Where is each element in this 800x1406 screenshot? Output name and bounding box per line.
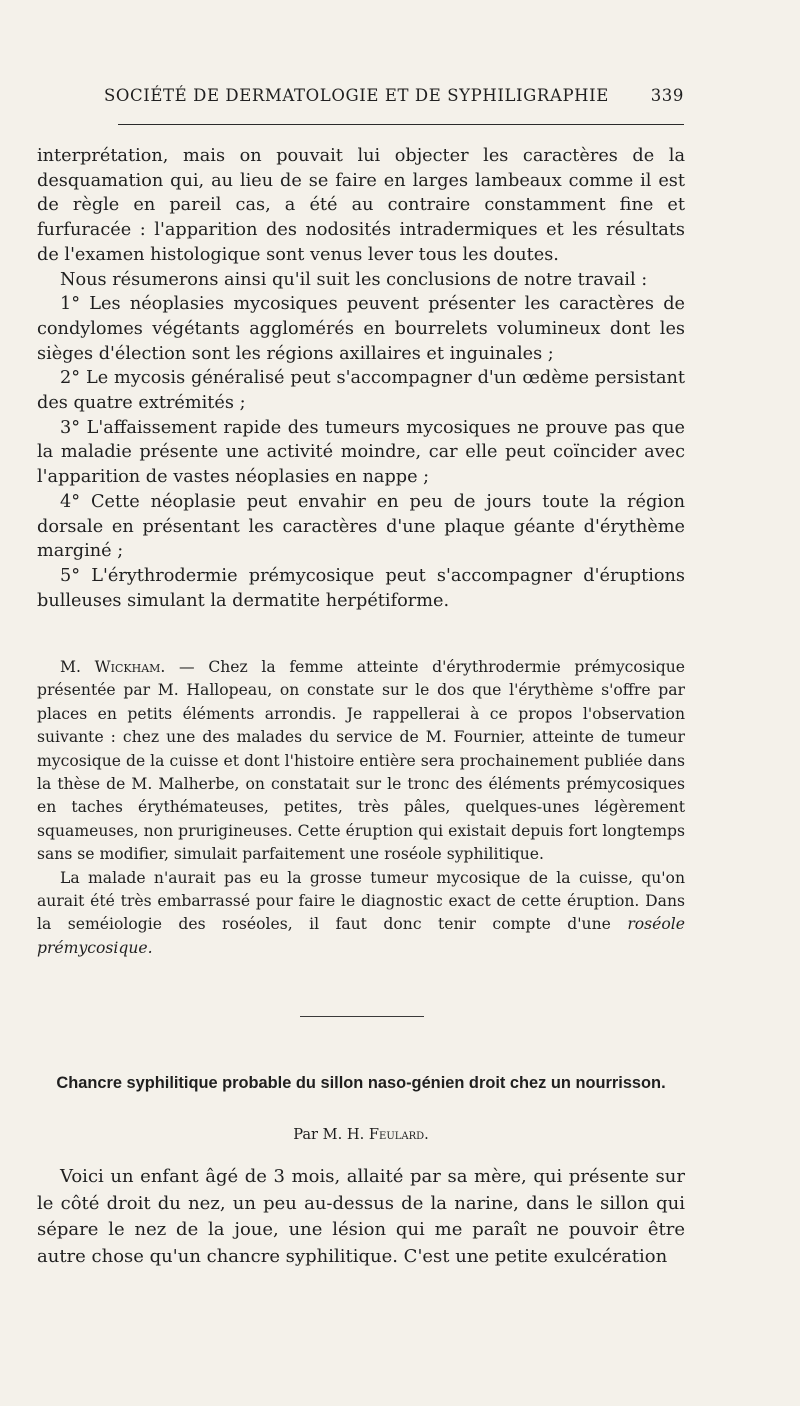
running-title: SOCIÉTÉ DE DERMATOLOGIE ET DE SYPHILIGRAPHIE <box>104 86 609 105</box>
article-byline <box>37 1126 685 1143</box>
discussion-text-1: — Chez la femme atteinte d'érythrodermie prémycosique présentée par M. Hallopeau, on constate sur le dos que l'érythème s'offre par places en petits éléments arrondis. Je rappellerai à ce propos l'observation suivante : chez une des malades du service de M. Fournier, atteinte de tumeur mycosique de la cuisse et dont l'histoire entière sera prochainement publiée dans la thèse de M. Malherbe, on constatait sur le tronc des éléments prémycosiques en taches érythémateuses, petites, très pâles, quelques-unes légèrement squameuses, non prurigineuses. Cette éruption qui existait depuis fort longtemps sans se modifier, simulait parfaitement une roséole syphilitique. <box>37 658 685 864</box>
conclusion-item-5: 5° L'érythrodermie prémycosique peut s'accompagner d'éruptions bulleuses simulant la dermatite herpétiforme. <box>37 565 685 611</box>
article-title: Chancre syphilitique probable du sillon naso-génien droit chez un nourrisson. <box>56 1074 666 1092</box>
conclusion-item-3: 3° L'affaissement rapide des tumeurs mycosiques ne prouve pas que la maladie présente une activité moindre, car elle peut coïncider avec l'apparition de vastes néoplasies en nappe ; <box>37 417 685 488</box>
section-separator <box>300 1016 424 1017</box>
article-body <box>37 1164 685 1270</box>
conclusions-section <box>37 144 685 613</box>
conclusion-item-1: 1° Les néoplasies mycosiques peuvent présenter les caractères de condylomes végétants agglomérés en bourrelets volumineux dont les sièges d'élection sont les régions axillaires et inguinales ; <box>37 294 685 364</box>
discussion-paragraph-2 <box>37 867 685 961</box>
paragraph-continuation: interprétation, mais on pouvait lui objecter les caractères de la desquamation qui, au lieu de se faire en larges lambeaux comme il est de règle en pareil cas, a été au contraire constamment fine et furfuracée : l'apparition des nodosités intradermiques et les résultats de l'examen histologique sont venus lever tous les doutes. <box>37 146 685 265</box>
speaker-name: M. Wickham. <box>60 658 166 676</box>
discussion-paragraph-1 <box>37 656 685 867</box>
byline-prefix: Par M. H. <box>293 1126 369 1143</box>
discussion-section <box>37 656 685 960</box>
conclusion-item-4: 4° Cette néoplasie peut envahir en peu de jours toute la région dorsale en présentant les caractères d'une plaque géante d'érythème marginé ; <box>37 491 685 562</box>
article-paragraph: Voici un enfant âgé de 3 mois, allaité par sa mère, qui présente sur le côté droit du nez, un peu au-dessus de la narine, dans le sillon qui sépare le nez de la joue, une lésion qui me paraît ne pouvoir être autre chose qu'un chancre syphilitique. C'est une petite exulcération <box>37 1166 685 1267</box>
page-number: 339 <box>650 86 684 105</box>
paragraph-summary-intro: Nous résumerons ainsi qu'il suit les conclusions de notre travail : <box>60 269 648 290</box>
discussion-italic-term: roséole prémycosique. <box>37 915 685 957</box>
discussion-text-2: La malade n'aurait pas eu la grosse tumeur mycosique de la cuisse, qu'on aurait été très embarrassé pour faire le diagnostic exact de cette éruption. Dans la seméiologie des roséoles, il faut donc tenir compte d'une <box>37 868 685 934</box>
header-rule <box>118 124 684 125</box>
running-head <box>104 86 684 105</box>
byline-author: Feulard. <box>368 1126 429 1143</box>
conclusion-item-2: 2° Le mycosis généralisé peut s'accompagner d'un œdème persistant des quatre extrémités ; <box>37 368 685 414</box>
